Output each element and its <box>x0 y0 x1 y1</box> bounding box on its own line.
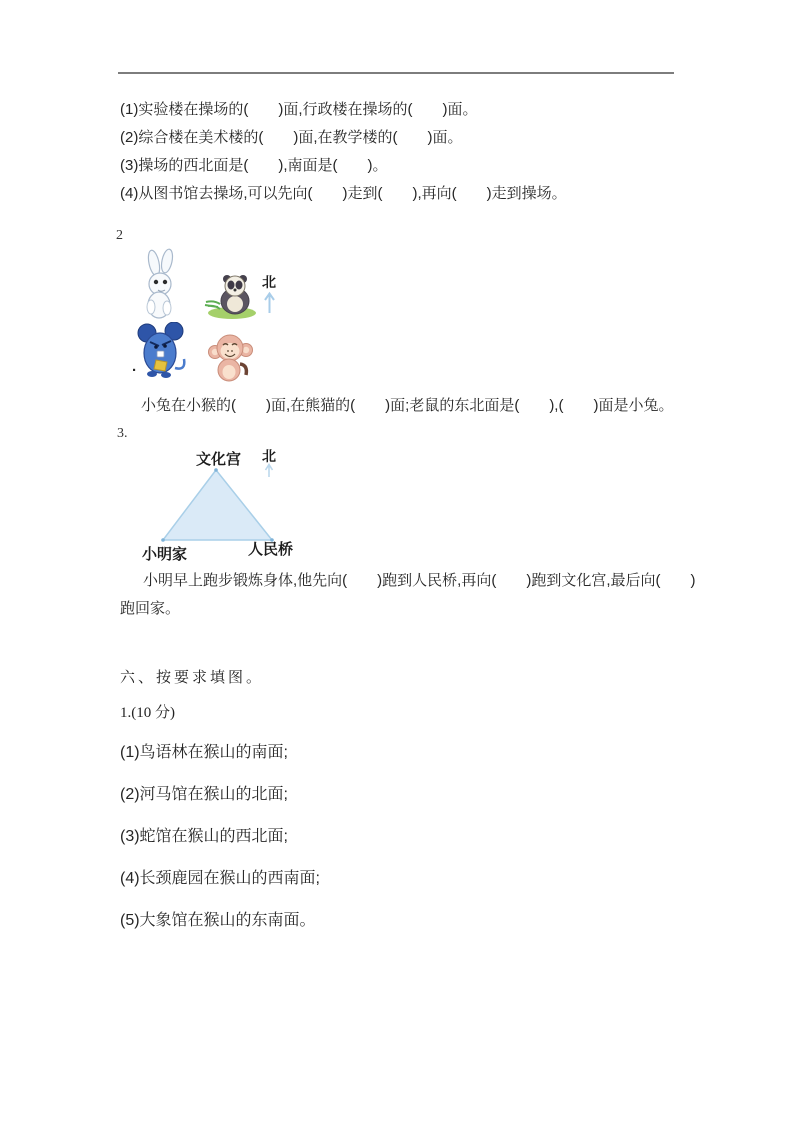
q3-text-line2: 跑回家。 <box>120 600 181 617</box>
label-people-bridge: 人民桥 <box>248 542 294 558</box>
label-xiaoming-home: 小明家 <box>142 547 188 563</box>
rabbit-image <box>138 248 188 320</box>
stray-period: . <box>132 358 137 375</box>
section6-subnumber: 1.(10 分) <box>120 705 175 721</box>
sec6-item-4: (4)长颈鹿园在猴山的西南面; <box>120 870 321 887</box>
sec6-item-3: (3)蛇馆在猴山的西北面; <box>120 828 289 845</box>
triangle-figure <box>140 444 340 564</box>
sec6-item-5: (5)大象馆在猴山的东南面。 <box>120 912 316 929</box>
sec6-item-2: (2)河马馆在猴山的北面; <box>120 786 289 803</box>
q2-text: 小兔在小猴的( )面,在熊猫的( )面;老鼠的东北面是( ),( )面是小兔。 <box>141 397 674 414</box>
mouse-image <box>136 322 188 378</box>
triangle-shape <box>158 466 278 546</box>
q3-north-label: 北 <box>262 448 276 464</box>
panda-image <box>202 272 258 320</box>
q2-north-label: 北 <box>262 274 276 290</box>
top-divider <box>118 72 674 74</box>
section6-heading: 六、按要求填图。 <box>120 670 265 686</box>
monkey-image <box>206 330 254 382</box>
sec6-item-1: (1)鸟语林在猴山的南面; <box>120 744 289 761</box>
animal-figure <box>134 246 314 382</box>
q3-text-line1: 小明早上跑步锻炼身体,他先向( )跑到人民桥,再向( )跑到文化宫,最后向( ) <box>143 572 696 589</box>
q5-item-4: (4)从图书馆去操场,可以先向( )走到( ),再向( )走到操场。 <box>120 185 567 202</box>
q5-item-3: (3)操场的西北面是( ),南面是( )。 <box>120 157 388 174</box>
q2-number: 2 <box>116 228 123 243</box>
q3-number: 3. <box>117 426 128 441</box>
q2-north-arrow-icon <box>262 290 277 314</box>
label-cultural-palace: 文化宫 <box>196 452 242 468</box>
q5-item-1: (1)实验楼在操场的( )面,行政楼在操场的( )面。 <box>120 101 478 118</box>
q5-item-2: (2)综合楼在美术楼的( )面,在教学楼的( )面。 <box>120 129 463 146</box>
